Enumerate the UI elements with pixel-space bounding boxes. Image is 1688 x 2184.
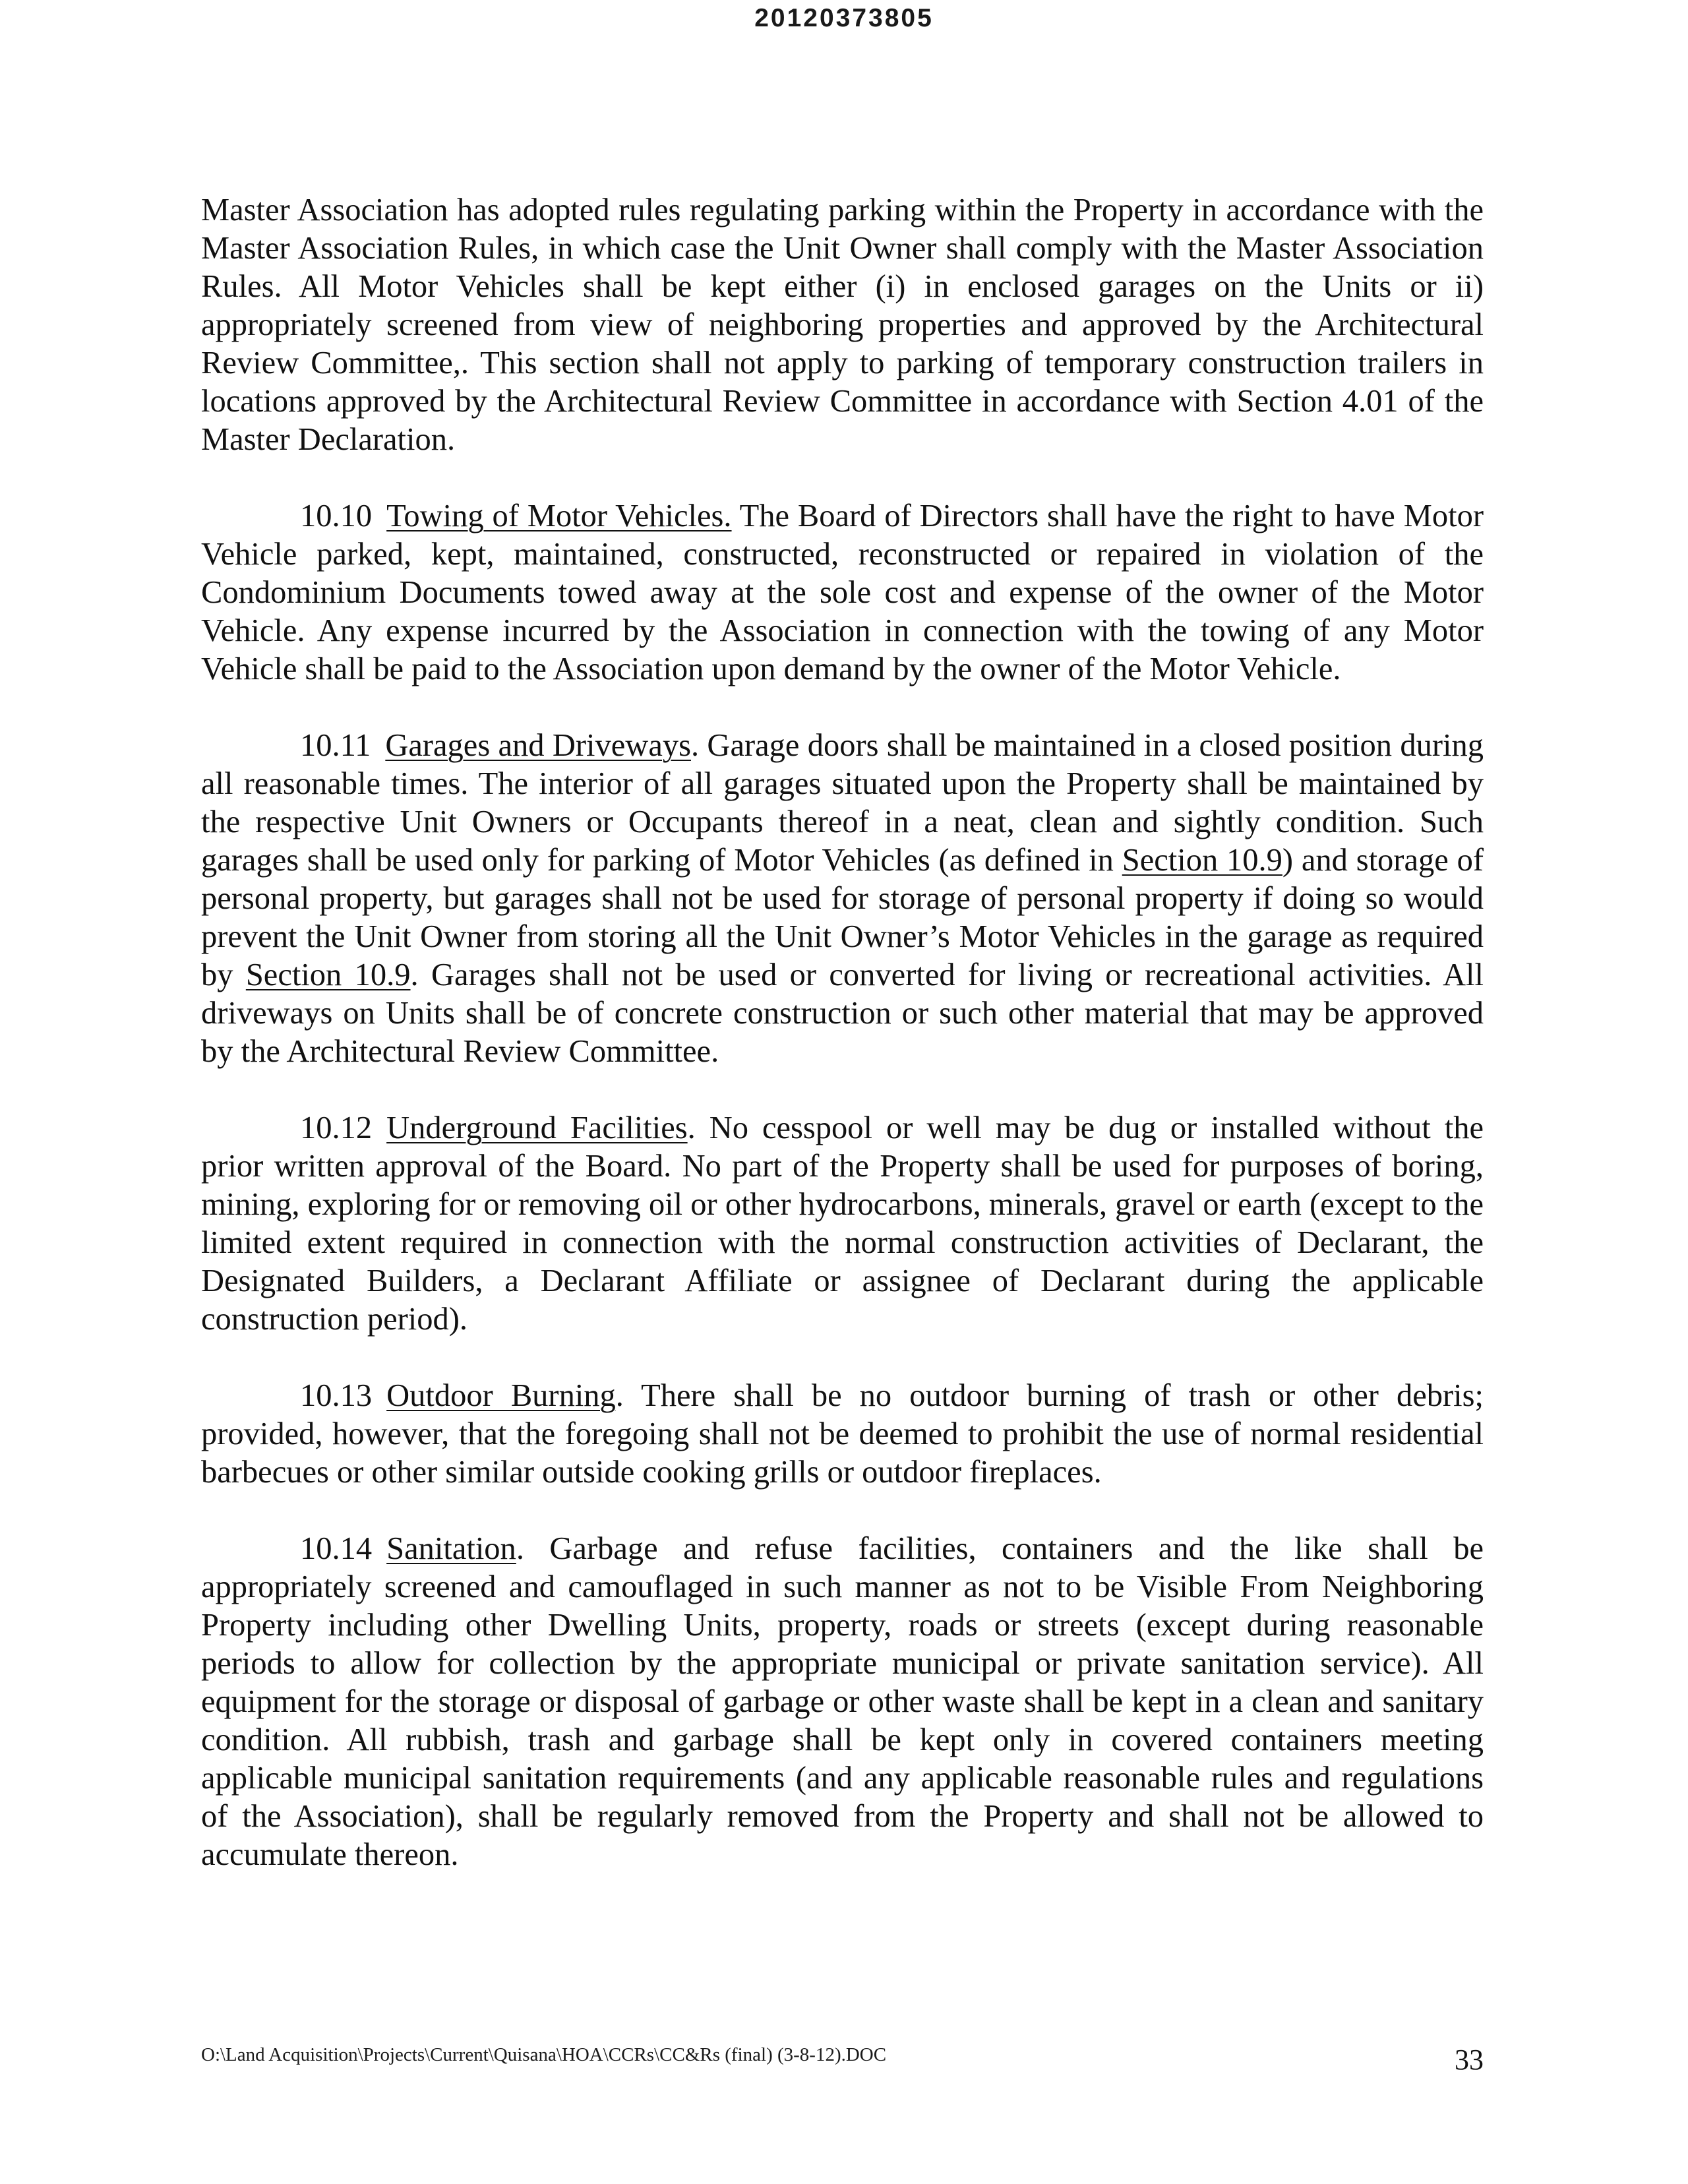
section-10-10: [201, 497, 1484, 688]
document-number: 20120373805: [754, 4, 934, 32]
section-text: The Board of Directors shall have the right to have Motor Vehicle parked, kept, maintained, constructed, reconstructed or repaired in violation of the Condominium Documents towed away at the sole cost and expense of the owner of the Motor Vehicle. Any expense incurred by the Association in connection with the towing of any Motor Vehicle shall be paid to the Association upon demand by the owner of the Motor Vehicle.: [201, 499, 1484, 686]
section-number: 10.11: [300, 728, 371, 763]
section-number: 10.14: [300, 1531, 373, 1566]
continuation-paragraph: [201, 191, 1484, 459]
section-title: Garages and Driveways: [385, 728, 691, 763]
section-reference: Section 10.9: [245, 957, 411, 992]
continuation-text: Master Association has adopted rules regulating parking within the Property in accordance with the Master Association Rules, in which case the Unit Owner shall comply with the Master Association Rules. All Motor Vehicles shall be kept either (i) in enclosed garages on the Units or ii) appropriately screened from view of neighboring properties and approved by the Architectural Review Committee,. This section shall not apply to parking of temporary construction trailers in locations approved by the Architectural Review Committee in accordance with Section 4.01 of the Master Declaration.: [201, 193, 1484, 457]
section-text: . There shall be no outdoor burning of trash or other debris; provided, however, that the foregoing shall not be deemed to prohibit the use of normal residential barbecues or other similar outside cooking grills or outdoor fireplaces.: [201, 1378, 1484, 1490]
section-title: Underground Facilities: [386, 1110, 688, 1145]
section-10-13: [201, 1377, 1484, 1492]
section-10-11: [201, 727, 1484, 1071]
footer-file-path: O:\Land Acquisition\Projects\Current\Quisana\HOA\CCRs\CC&Rs (final) (3-8-12).DOC: [201, 2044, 887, 2065]
section-title: Towing of Motor Vehicles.: [386, 499, 732, 533]
section-text: . No cesspool or well may be dug or installed without the prior written approval of the Board. No part of the Property shall be used for purposes of boring, mining, exploring for or removing oil or other hydrocarbons, minerals, gravel or earth (except to the limited extent required in connection with the normal construction activities of Declarant, the Designated Builders, a Declarant Affiliate or assignee of Declarant during the applicable construction period).: [201, 1110, 1484, 1337]
section-reference: Section 10.9: [1122, 843, 1282, 878]
document-body: [201, 191, 1484, 1912]
section-number: 10.10: [300, 499, 373, 533]
page-number: 33: [1455, 2044, 1484, 2076]
section-title: Sanitation: [386, 1531, 516, 1566]
section-10-12: [201, 1109, 1484, 1339]
section-text: ) and storage of personal property, but garages shall not be used for storage of personal property if doing so would prevent the Unit Owner from storing all the Unit Owner’s Motor Vehicles in the garage as required by: [201, 843, 1484, 992]
section-number: 10.13: [300, 1378, 373, 1413]
section-text: . Garage doors shall be maintained in a closed position during all reasonable times. The interior of all garages situated upon the Property shall be maintained by the respective Unit Owners or Occupants thereof in a neat, clean and sightly condition. Such garages shall be used only for parking of Motor Vehicles (as defined in: [201, 728, 1484, 878]
section-text: . Garbage and refuse facilities, containers and the like shall be appropriately screened and camouflaged in such manner as not to be Visible From Neighboring Property including other Dwelling Units, property, roads or streets (except during reasonable periods to allow for collection by the appropriate municipal or private sanitation service). All equipment for the storage or disposal of garbage or other waste shall be kept in a clean and sanitary condition. All rubbish, trash and garbage shall be kept only in covered containers meeting applicable municipal sanitation requirements (and any applicable reasonable rules and regulations of the Association), shall be regularly removed from the Property and shall not be allowed to accumulate thereon.: [201, 1531, 1484, 1872]
section-title: Outdoor Burning: [386, 1378, 616, 1413]
section-10-14: [201, 1530, 1484, 1874]
section-number: 10.12: [300, 1110, 373, 1145]
section-text: . Garages shall not be used or converted for living or recreational activities. All driveways on Units shall be of concrete construction or such other material that may be approved by the Architectural Review Committee.: [201, 957, 1484, 1069]
